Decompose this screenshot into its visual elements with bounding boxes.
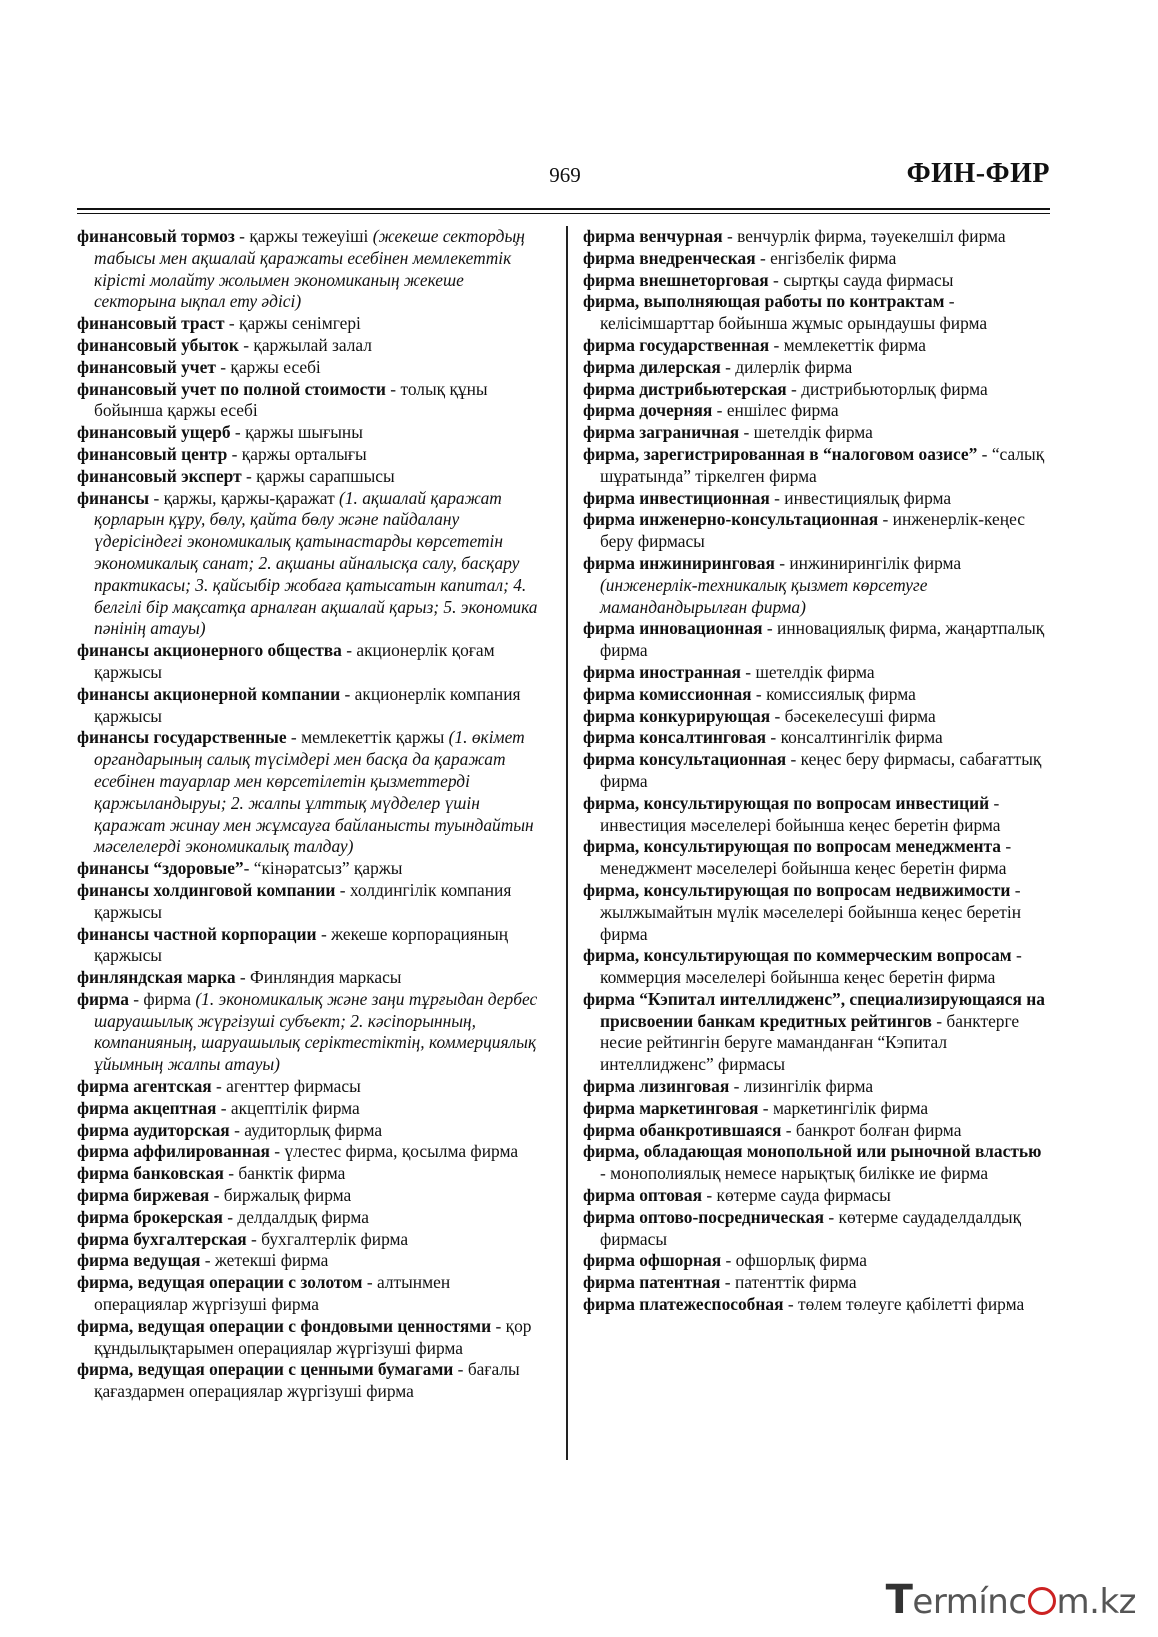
dictionary-entry [77, 422, 547, 444]
entry-separator: - [786, 749, 801, 770]
entry-separator: - [453, 1359, 468, 1380]
terminkom-logo: Termínc m.kz [885, 1577, 1136, 1623]
entry-term: финансовый убыток [77, 334, 239, 355]
left-column [77, 226, 547, 1403]
entry-separator: - [751, 683, 767, 704]
entry-separator: - [786, 378, 802, 399]
entry-translation: менеджмент мәселелері бойынша кеңес беретін фирма [600, 858, 1007, 879]
entry-separator: - [200, 1250, 215, 1271]
entry-term: финансовый тормоз [77, 226, 235, 246]
entry-translation: дилерлік фирма [735, 356, 853, 377]
entry-separator: - [491, 1315, 506, 1336]
entry-translation: банкрот болған фирма [795, 1119, 962, 1140]
dictionary-entry [77, 880, 547, 924]
entry-translation: алтынмен операциялар жүргізуші фирма [94, 1272, 451, 1315]
entry-translation: агенттер фирмасы [226, 1076, 361, 1097]
entry-translation: маркетингілік фирма [772, 1097, 929, 1118]
entry-term: фирма венчурная [583, 226, 723, 246]
entry-translation: дистрибьюторлық фирма [801, 378, 988, 399]
entry-term: фирма, ведущая операции с золотом [77, 1272, 363, 1293]
entry-separator: - [238, 334, 254, 355]
dictionary-entry [77, 226, 547, 313]
entry-term: фирма брокерская [77, 1206, 223, 1227]
entry-term: фирма маркетинговая [583, 1097, 759, 1118]
entry-separator: - [246, 1228, 262, 1249]
entry-translation: үлестес фирма, қосылма фирма [284, 1141, 519, 1162]
entry-translation: инновациялық фирма, жаңартпалық фирма [600, 618, 1045, 661]
entry-explanation: (жекеше секторды̧ң табысы мен ақшалай қаражаты есебінен мемлекеттік кірісті молайту жолымен экономиканың жекеше секторына ықпал ету әдісі) [94, 226, 525, 312]
dictionary-entry [583, 727, 1051, 749]
entry-explanation: (1. өкімет органдарының салық түсімдері мен басқа да қаражат есебінен тауарлар мен көрсетілетін қызметтерді қаржыландыруы; 2. жалпы ұлттық мүдделер үшін қаражат жинау мен жұмсауға байланысты туындайтын мәселелерді экономикалық талдау) [94, 727, 534, 857]
dictionary-entry [77, 1163, 547, 1185]
entry-term: фирма оптовая [583, 1185, 703, 1206]
dictionary-entry [77, 1272, 547, 1316]
dictionary-entry [77, 684, 547, 728]
running-head: ФИН-ФИР [906, 158, 1050, 189]
entry-term: фирма дистрибьютерская [583, 378, 787, 399]
entry-separator: - [316, 923, 332, 944]
entry-translation: венчурлік фирма, тәуекелшіл фирма [737, 226, 1006, 246]
entry-term: финляндская марка [77, 967, 236, 988]
dictionary-entry [77, 313, 547, 335]
entry-term: фирма инвестиционная [583, 487, 770, 508]
dictionary-entry [583, 684, 1051, 706]
entry-separator: - [721, 1250, 736, 1271]
dictionary-entry [583, 444, 1051, 488]
entry-translation: мемлекеттік қаржы [301, 727, 445, 748]
dictionary-entry [77, 1316, 547, 1360]
dictionary-entry [77, 727, 547, 858]
entry-term: фирма консультационная [583, 749, 787, 770]
dictionary-entry [77, 1229, 547, 1251]
entry-translation: комиссиялық фирма [766, 683, 916, 704]
entry-translation: енгізбелік фирма [770, 247, 897, 268]
entry-separator: - [286, 727, 302, 748]
dictionary-entry [583, 488, 1051, 510]
dictionary-entry [583, 400, 1051, 422]
entry-separator: - [783, 1294, 798, 1315]
entry-separator: - [769, 334, 784, 355]
entry-separator: - [755, 247, 771, 268]
entry-separator: - [740, 661, 756, 682]
entry-term: фирма консалтинговая [583, 727, 767, 748]
header-rule [77, 208, 1050, 210]
entry-explanation: (1. ақшалай қаражат қорларын құру, бөлу, қайта бөлу және пайдалану үдерісіндегі экономикалық қатынастарды көрсететін экономикалық санат; 2. ақшаны айналысқа салу, басқару практикасы; 3. қайсыбір жобаға қатысатын капитал; 4. белгілі бір мақсатқа арналған ақшалай қарыз; 5. экономика пәнінің атауы) [94, 487, 538, 639]
dictionary-entry [77, 488, 547, 641]
entry-separator: - [341, 640, 357, 661]
entry-translation: акционерлік қоғам қаржысы [94, 640, 495, 682]
entry-translation: бәсекелесуші фирма [784, 705, 936, 726]
entry-translation: жылжымайтын мүлік мәселелері бойынша кеңес беретін фирма [600, 901, 1022, 944]
entry-explanation: (1. экономикалық және заңи тұрғыдан дербес шаруашылық жүргізуші субъект; 2. кәсіпорынның, компанияның, шаруашылық серіктестіктің, коммерциялық ұйымның жалпы атауы) [94, 988, 538, 1075]
entry-term: фирма конкурирующая [583, 705, 771, 726]
entry-separator: - [269, 1141, 285, 1162]
dictionary-entry [583, 1098, 1051, 1120]
entry-term: финансовый эксперт [77, 465, 242, 486]
dictionary-entry [583, 422, 1051, 444]
entry-separator: - [229, 1119, 245, 1140]
entry-separator: - [335, 879, 350, 900]
dictionary-entry [583, 1120, 1051, 1142]
entry-term: фирма агентская [77, 1076, 212, 1097]
entry-term: фирма, консультирующая по вопросам инвестиций [583, 792, 990, 813]
page-number: 969 [549, 163, 581, 187]
entry-translation: холдингілік компания қаржысы [94, 879, 512, 922]
entry-separator: - [227, 443, 242, 464]
entry-term: фирма дилерская [583, 356, 721, 377]
entry-term: фирма ведущая [77, 1250, 201, 1271]
entry-term: фирма инжиниринговая [583, 552, 775, 573]
entry-separator: - [770, 705, 785, 726]
dictionary-entry [583, 226, 1051, 248]
dictionary-entry [77, 1141, 547, 1163]
entry-translation: жетекші фирма [214, 1250, 329, 1271]
entry-separator: - [702, 1185, 717, 1206]
entry-translation: жекеше корпорацияның қаржысы [94, 923, 509, 966]
entry-term: финансы акционерной компании [77, 683, 341, 704]
entry-translation: еншілес фирма [726, 400, 839, 421]
entry-translation: патенттік фирма [734, 1272, 857, 1293]
dictionary-entry [77, 924, 547, 968]
dictionary-entry [77, 640, 547, 684]
dictionary-entry [583, 357, 1051, 379]
entry-separator: - [222, 1206, 238, 1227]
entry-separator: - [878, 509, 893, 530]
entry-term: фирма инновационная [583, 618, 763, 639]
entry-translation: инженерлік-кеңес беру фирмасы [600, 509, 1025, 552]
entry-term: фирма, обладающая монопольной или рыночной властью [583, 1141, 1042, 1162]
entry-term: фирма внешнеторговая [583, 269, 769, 290]
entry-term: фирма, консультирующая по вопросам менеджмента [583, 836, 1002, 857]
dictionary-entry [77, 1359, 547, 1403]
entry-translation: Финляндия маркасы [250, 967, 402, 988]
entry-translation: қаржылай залал [253, 334, 372, 355]
entry-term: фирма лизинговая [583, 1076, 730, 1097]
dictionary-entry [77, 1250, 547, 1272]
entry-separator: - [1001, 836, 1012, 857]
entry-term: фирма оптово-посредническая [583, 1206, 825, 1227]
entry-term: фирма инженерно-консультационная [583, 509, 879, 530]
column-divider [566, 226, 568, 1460]
entry-translation: акционерлік компания қаржысы [94, 683, 521, 726]
entry-translation: акцептілік фирма [230, 1097, 360, 1118]
entry-term: фирма государственная [583, 334, 770, 355]
dictionary-entry [77, 1098, 547, 1120]
entry-term: фирма, выполняющая работы по контрактам [583, 291, 945, 312]
entry-term: финансы государственные [77, 727, 287, 748]
entry-term: фирма офшорная [583, 1250, 722, 1271]
entry-translation: аудиторлық фирма [244, 1119, 383, 1140]
entry-separator: - [230, 422, 246, 443]
dictionary-entry [583, 335, 1051, 357]
dictionary-entry [583, 662, 1051, 684]
entry-separator: - [1011, 945, 1022, 966]
entry-separator: - [128, 988, 144, 1009]
entry-translation: қаржы сенімгері [239, 313, 361, 334]
entry-separator: - [762, 618, 778, 639]
entry-term: фирма, зарегистрированная в “налоговом оазисе” [583, 443, 978, 464]
entry-translation: қаржы сарапшысы [256, 465, 395, 486]
dictionary-entry [583, 1185, 1051, 1207]
entry-term: финансовый центр [77, 443, 228, 464]
entry-translation: көтерме сауда фирмасы [716, 1185, 891, 1206]
dictionary-entry [77, 466, 547, 488]
entry-translation: “салық шұратында” тіркелген фирма [600, 443, 1045, 486]
entry-term: фирма внедренческая [583, 247, 756, 268]
entry-translation: қаржы есебі [230, 356, 321, 377]
entry-term: фирма, ведущая операции с фондовыми ценностями [77, 1315, 492, 1336]
entry-translation: қаржы шығыны [245, 422, 363, 443]
dictionary-entry [583, 1207, 1051, 1251]
dictionary-entry [77, 1120, 547, 1142]
entry-separator: - [720, 1272, 735, 1293]
entry-term: финансовый учет [77, 356, 216, 377]
dictionary-entry [583, 1272, 1051, 1294]
dictionary-entry [583, 509, 1051, 553]
entry-translation: “кінәратсыз” қаржы [253, 858, 403, 879]
entry-translation: көтерме саудаделдалдық фирмасы [600, 1206, 1022, 1249]
dictionary-entry [583, 1141, 1051, 1185]
entry-separator: - [769, 487, 785, 508]
entry-term: фирма, консультирующая по коммерческим вопросам [583, 945, 1012, 966]
entry-separator: - [768, 269, 784, 290]
entry-translation: кеңес беру фирмасы, сабағаттық фирма [600, 749, 1042, 791]
entry-separator: - [931, 1010, 947, 1031]
entry-translation: фирма [143, 988, 192, 1009]
dictionary-entry [583, 1294, 1051, 1316]
dictionary-entry [583, 989, 1051, 1076]
logo-ring-icon [1028, 1587, 1056, 1615]
entry-separator: - [600, 1163, 611, 1184]
entry-term: фирма биржевая [77, 1185, 210, 1206]
entry-term: фирма “Кэпитал интеллидженс”, специализирующаяся на присвоении банкам кредитных рейтингов [583, 988, 1045, 1031]
entry-separator: - [209, 1185, 224, 1206]
entry-term: финансы [77, 487, 150, 508]
entry-term: финансовый траст [77, 313, 225, 334]
entry-term: фирма платежеспособная [583, 1294, 784, 1315]
entry-separator: - [989, 792, 1000, 813]
entry-translation: монополиялық немесе нарықтық билікке ие фирма [610, 1163, 989, 1184]
entry-term: фирма комиссионная [583, 683, 752, 704]
entry-separator: - [722, 226, 738, 246]
entry-term: фирма обанкротившаяся [583, 1119, 782, 1140]
entry-term: фирма [77, 988, 129, 1009]
entry-translation: бағалы қағаздармен операциялар жүргізуші фирма [94, 1359, 520, 1402]
entry-term: фирма патентная [583, 1272, 721, 1293]
dictionary-entry [77, 1076, 547, 1098]
entry-term: фирма заграничная [583, 422, 740, 443]
dictionary-entry [77, 967, 547, 989]
entry-separator: - [340, 683, 355, 704]
entry-separator: - [944, 291, 955, 312]
entry-separator: - [385, 378, 401, 399]
entry-separator: - [362, 1272, 377, 1293]
dictionary-entry [583, 793, 1051, 837]
entry-separator: - [739, 422, 754, 443]
dictionary-entry [77, 379, 547, 423]
entry-separator: - [729, 1076, 744, 1097]
entry-separator: - [223, 1163, 239, 1184]
dictionary-entry [583, 291, 1051, 335]
entry-translation: банктік фирма [238, 1163, 346, 1184]
entry-separator: - [781, 1119, 796, 1140]
entry-translation: қаржы тежеуіші [249, 226, 369, 246]
entry-term: фирма аффилированная [77, 1141, 270, 1162]
entry-term: финансовый учет по полной стоимости [77, 378, 386, 399]
dictionary-entry [77, 357, 547, 379]
dictionary-entry [583, 749, 1051, 793]
entry-separator: - [234, 226, 250, 246]
dictionary-entry [583, 880, 1051, 945]
entry-term: фирма, консультирующая по вопросам недвижимости [583, 879, 1011, 900]
entry-translation: қор құндылықтарымен операциялар жүргізуші фирма [94, 1315, 532, 1358]
dictionary-entry [583, 1076, 1051, 1098]
dictionary-entry [583, 836, 1051, 880]
entry-separator: - [774, 552, 790, 573]
dictionary-entry [77, 335, 547, 357]
dictionary-entry [583, 618, 1051, 662]
entry-translation: шетелдік фирма [753, 422, 873, 443]
entry-translation: инвестициялық фирма [784, 487, 952, 508]
entry-separator: - [1010, 879, 1021, 900]
entry-term: финансы “здоровые” [77, 858, 244, 879]
dictionary-entry [77, 1185, 547, 1207]
dictionary-entry [583, 945, 1051, 989]
entry-separator: - [241, 465, 257, 486]
dictionary-entry [77, 858, 547, 880]
entry-term: финансы акционерного общества [77, 640, 342, 661]
entry-translation: қаржы, қаржы-қаражат [163, 487, 335, 508]
entry-translation: төлем төлеуге қабілетті фирма [798, 1294, 1025, 1315]
right-column [583, 226, 1051, 1316]
dictionary-entry [583, 706, 1051, 728]
dictionary-entry [583, 270, 1051, 292]
dictionary-entry [583, 248, 1051, 270]
entry-translation: инвестиция мәселелері бойынша кеңес беретін фирма [600, 814, 1001, 835]
dictionary-entry [583, 1250, 1051, 1272]
entry-term: фирма аудиторская [77, 1119, 230, 1140]
entry-separator: - [720, 356, 736, 377]
entry-translation: сыртқы сауда фирмасы [783, 269, 954, 290]
entry-translation: офшорлық фирма [735, 1250, 867, 1271]
dictionary-entry [583, 379, 1051, 401]
entry-separator: - [758, 1097, 773, 1118]
entry-separator: - [243, 858, 254, 879]
entry-term: финансы частной корпорации [77, 923, 317, 944]
entry-term: фирма акцептная [77, 1097, 217, 1118]
entry-translation: банктерге несие рейтингін беруге маманданған “Кэпитал интеллидженс” фирмасы [600, 1010, 1020, 1075]
entry-translation: шетелдік фирма [755, 661, 875, 682]
entry-separator: - [211, 1076, 227, 1097]
dictionary-entry [77, 1207, 547, 1229]
entry-explanation: (инженерлік-техникалық қызмет көрсетуге мамандандырылған фирма) [600, 574, 928, 617]
entry-translation: қаржы орталығы [241, 443, 367, 464]
entry-translation: биржалық фирма [223, 1185, 352, 1206]
entry-translation: келісімшарттар бойынша жұмыс орындаушы фирма [600, 313, 988, 334]
entry-translation: делдалдық фирма [237, 1206, 369, 1227]
dictionary-entry [583, 553, 1051, 618]
entry-translation: мемлекеттік фирма [783, 334, 926, 355]
entry-separator: - [224, 313, 239, 334]
dictionary-entry [77, 444, 547, 466]
entry-separator: - [215, 356, 231, 377]
entry-separator: - [235, 967, 251, 988]
entry-separator: - [824, 1206, 839, 1227]
entry-term: фирма бухгалтерская [77, 1228, 247, 1249]
dictionary-entry [77, 989, 547, 1076]
entry-term: фирма, ведущая операции с ценными бумагами [77, 1359, 454, 1380]
entry-term: финансы холдинговой компании [77, 879, 336, 900]
entry-term: финансовый ущерб [77, 422, 231, 443]
entry-translation: консалтингілік фирма [780, 727, 943, 748]
entry-separator: - [977, 443, 992, 464]
entry-separator: - [149, 487, 164, 508]
entry-separator: - [216, 1097, 231, 1118]
header-rule-thin [77, 213, 1050, 214]
entry-translation: бухгалтерлік фирма [261, 1228, 409, 1249]
entry-translation: толық құны бойынша қаржы есебі [94, 378, 488, 421]
entry-separator: - [712, 400, 727, 421]
entry-term: фирма иностранная [583, 661, 741, 682]
entry-translation: лизингілік фирма [743, 1076, 874, 1097]
entry-term: фирма дочерняя [583, 400, 713, 421]
entry-translation: коммерция мәселелері бойынша кеңес беретін фирма [600, 967, 996, 988]
entry-term: фирма банковская [77, 1163, 224, 1184]
entry-separator: - [766, 727, 781, 748]
entry-translation: инжинирингілік фирма [789, 552, 962, 573]
